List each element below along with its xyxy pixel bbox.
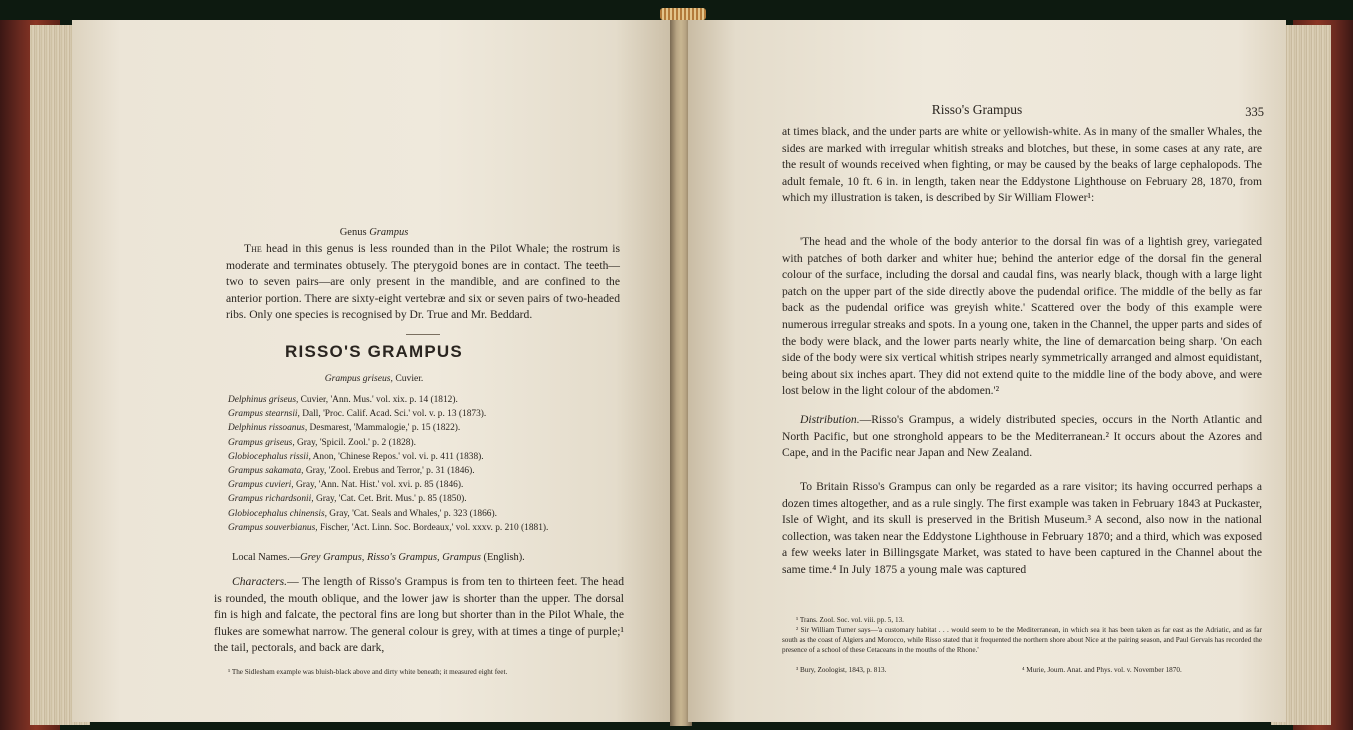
intro-text: head in this genus is less rounded than in the Pilot Whale; the rostrum is moderate and terminates obtusely. The pterygoid bones are in contact. The teeth—two to seven pairs—are only present in the mandible, and are confined to the anterior portion. There are sixty-eight vertebræ and six or seven pairs of two-headed ribs. Only one species is recognised by Dr. True and Mr. Beddard. [226, 242, 620, 322]
footnote-1: ¹ Trans. Zool. Soc. vol. viii. pp. 5, 13. [796, 616, 904, 624]
synonym-entry: Delphinus griseus, Cuvier, 'Ann. Mus.' vol. xix. p. 14 (1812). [228, 395, 458, 405]
paragraph-2: 'The head and the whole of the body anterior to the dorsal fin was of a lightish grey, variegated with patches of both darker and whiter hue; behind the anterior edge of the dorsal fin the general colour of the surface, including the dorsal and caudal fins, was nearly black, though with a large light patch on the upper part of the side directly above the pudendal orifice. The middle of the belly as far back as the pudendal orifice was greyish white.' Scattered over the body of this example were numerous irregular streaks and spots. In a young one, taken in the Channel, the upper parts and sides of the body were black, and the lower parts nearly white, the line of demarcation being sharp. 'On each side of the body were six vertical whitish stripes nearly symmetrically arranged and almost equidistant, being about six inches apart. They did not extend quite to the middle line of the body above, and were lost below in the light colour of the abdomen.'² [782, 235, 1262, 398]
species-subtitle-name: Grampus griseus, [324, 373, 393, 384]
synonymy-list [224, 393, 624, 535]
paragraph-1: at times black, and the under parts are white or yellowish-white. As in many of the smaller Whales, the sides are marked with irregular whitish streaks and blotches, but these, in some cases at any rate, are the result of wounds received when fighting, or may be caused by the beaks of large cephalopods. The adult female, 10 ft. 6 in. in length, taken near the Eddystone Lighthouse on February 28, 1870, from which my illustration is taken, is described by Sir William Flower¹: [782, 125, 1262, 205]
page-number: 335 [1245, 105, 1264, 119]
section-rule [406, 334, 440, 335]
characters-label: Characters. [232, 575, 288, 588]
running-head: Risso's Grampus [931, 102, 1023, 117]
right-page [688, 20, 1286, 722]
synonym-entry: Delphinus rissoanus, Desmarest, 'Mammalogie,' p. 15 (1822). [228, 423, 461, 434]
left-page [72, 20, 676, 722]
synonym-entry: Grampus griseus, Gray, 'Spicil. Zool.' p. 2 (1828). [228, 437, 416, 448]
synonym-entry: Globiocephalus rissii, Anon, 'Chinese Repos.' vol. vi. p. 411 (1838). [228, 451, 484, 462]
species-title: RISSO'S GRAMPUS [285, 342, 463, 361]
footnote-4: ⁴ Murie, Journ. Anat. and Phys. vol. v. November 1870. [1022, 666, 1182, 674]
distribution-label: Distribution. [800, 413, 860, 426]
genus-heading-name: Grampus [369, 227, 409, 238]
synonym-entry: Grampus richardsonii, Gray, 'Cat. Cet. Brit. Mus.' p. 85 (1850). [228, 494, 467, 505]
footnote-3: ³ Bury, Zoologist, 1843, p. 813. [796, 666, 887, 674]
synonym-entry: Grampus souverbianus, Fischer, 'Act. Linn. Soc. Bordeaux,' vol. xxxv. p. 210 (1881). [228, 522, 549, 533]
synonym-entry: Grampus cuvieri, Gray, 'Ann. Nat. Hist.' vol. xvi. p. 85 (1846). [228, 480, 464, 491]
synonym-entry: Grampus stearnsii, Dall, 'Proc. Calif. Acad. Sci.' vol. v. p. 13 (1873). [228, 409, 487, 420]
synonym-entry: Globiocephalus chinensis, Gray, 'Cat. Seals and Whales,' p. 323 (1866). [228, 508, 497, 519]
species-subtitle-author: Cuvier. [395, 373, 424, 384]
paragraph-4: To Britain Risso's Grampus can only be regarded as a rare visitor; its having occurred perhaps a dozen times altogether, and as a rule singly. The first example was taken in February 1843 at Puckaster, Isle of Wight, and its skull is preserved in the British Museum.³ A second, also now in the national collection, was taken near the Eddystone Lighthouse in February 1870; and a third, which was exposed a few weeks later in Billingsgate Market, was stated to have been captured in the Channel about the same time.⁴ In July 1875 a young male was captured [782, 480, 1262, 576]
synonym-entry: Grampus sakamata, Gray, 'Zool. Erebus and Terror,' p. 31 (1846). [228, 466, 475, 477]
species-subtitle [72, 371, 676, 388]
characters-paragraph [214, 574, 624, 657]
footnote: ¹ The Sidlesham example was bluish-black above and dirty white beneath; it measured eight feet. [228, 668, 508, 676]
genus-intro [226, 241, 620, 324]
intro-first-word: The [244, 242, 262, 255]
book-headband [660, 8, 706, 20]
genus-heading-prefix: Genus [339, 227, 367, 238]
genus-heading [72, 225, 676, 242]
characters-text: — The length of Risso's Grampus is from ten to thirteen feet. The head is rounded, the mouth oblique, and the lower jaw is shorter than the upper. The dorsal fin is high and falcate, the pectoral fins are long but shorter than in the Pilot Whale, the flukes are somewhat narrow. The general colour is grey, with at times a tinge of purple;¹ the tail, pectorals, and back are dark, [214, 575, 624, 655]
footnote-2: ² Sir William Turner says—'a customary habitat . . . would seem to be the Mediterranean, in which sea it has been taken as far east as the Adriatic, and as far south as the coast of Algiers and Morocco, while Risso stated that it frequented the northern shore about Nice at the pairing season, and Paul Gervais has recorded the presence of a school of these Cetaceans in the mouths of the Rhone.' [782, 626, 1262, 654]
local-names: Local Names.—Grey Grampus, Risso's Grampus, Grampus (English). [232, 552, 525, 563]
paragraph-3: Distribution.—Risso's Grampus, a widely distributed species, occurs in the North Atlantic and North Pacific, but one stronghold appears to be the Mediterranean.² It occurs about the Azores and Cape, and in the Pacific near Japan and New Zealand. [782, 413, 1262, 460]
